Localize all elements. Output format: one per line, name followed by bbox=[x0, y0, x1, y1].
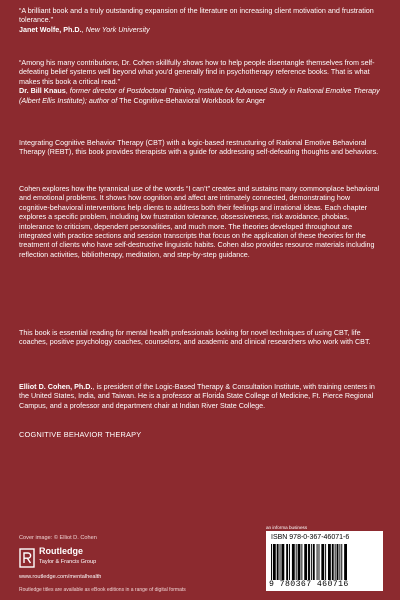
barcode-number: 9 780367 460716 bbox=[269, 580, 349, 589]
informa-label: an informa business bbox=[266, 525, 308, 530]
publisher-url: www.routledge.com/mentalhealth bbox=[19, 574, 102, 580]
description-text-3: This book is essential reading for mental health professionals looking for novel techniques of using CBT, life coaches, positive psychology coaches, counselors, and academic and clinical researchers who work with CBT. bbox=[19, 328, 371, 347]
barcode-bar bbox=[298, 544, 301, 580]
quote-1-author: Janet Wolfe, Ph.D. bbox=[19, 24, 82, 34]
cover-image-credit: Cover image: © Elliot D. Cohen bbox=[19, 535, 97, 541]
barcode-bar bbox=[325, 544, 326, 580]
barcode-bar bbox=[344, 544, 347, 580]
barcode-bar bbox=[321, 544, 324, 580]
barcode-bar bbox=[313, 544, 315, 580]
barcode-bar bbox=[317, 544, 318, 580]
ebook-note: Routledge titles are available as eBook editions in a range of digital formats bbox=[19, 587, 186, 593]
publisher-name: Routledge bbox=[39, 546, 83, 556]
barcode-bar bbox=[289, 544, 290, 580]
barcode-bar bbox=[308, 544, 310, 580]
barcode-bar bbox=[335, 544, 336, 580]
barcode-bar bbox=[286, 544, 288, 580]
barcode-bar bbox=[319, 544, 320, 580]
quote-2-affiliation: former director of Postdoctoral Training, Institute for Advanced Study in Rational Emotive Therapy (Albert Ellis Institute); author of bbox=[19, 86, 380, 105]
barcode-bar bbox=[339, 544, 340, 580]
barcode-bar bbox=[292, 544, 295, 580]
author-bio bbox=[19, 382, 381, 410]
barcode-bar bbox=[281, 544, 284, 580]
routledge-r-icon bbox=[19, 548, 35, 568]
quote-1-text: “A brilliant book and a truly outstanding expansion of the literature on increasing client motivation and frustration tolerance.” bbox=[19, 6, 374, 25]
isbn-label: ISBN 978-0-367-46071-6 bbox=[271, 534, 350, 541]
quote-2-text: “Among his many contributions, Dr. Cohen skillfully shows how to help people disentangle themselves from self-defeating belief systems well beyond what you’d generally find in psychotherapy reference books. That is what makes this book a critical read.” bbox=[19, 58, 375, 86]
barcode-bar bbox=[311, 544, 312, 580]
barcode-bar bbox=[341, 544, 342, 580]
description-paragraph-1 bbox=[19, 138, 381, 157]
barcode-bar bbox=[328, 544, 331, 580]
quote-2-book: The Cognitive-Behavioral Workbook for Anger bbox=[119, 95, 266, 105]
publisher-group: Taylor & Francis Group bbox=[39, 559, 97, 565]
barcode-bar bbox=[277, 544, 279, 580]
barcode-bar bbox=[271, 544, 272, 580]
description-text-1: Integrating Cognitive Behavior Therapy (CBT) with a logic-based restructuring of Rational Emotive Behavioral Therapy (REBT), this book provides therapists with a guide for addressing self-defeating thoughts and behaviors. bbox=[19, 138, 379, 157]
barcode-bar bbox=[301, 544, 302, 580]
description-paragraph-2 bbox=[19, 184, 381, 259]
quote-2-author: Dr. Bill Knaus bbox=[19, 86, 66, 96]
barcode-bar bbox=[332, 544, 334, 580]
author-bio-text: , is president of the Logic-Based Therapy & Consultation Institute, with training centers in the United States, India, and Taiwan. He is a professor at Florida State College of Medicine, Ft. Pierce Regional Campus, and a professor and department chair at Indian River State College. bbox=[19, 382, 375, 410]
barcode-bar bbox=[304, 544, 307, 580]
barcode-bar bbox=[280, 544, 281, 580]
series-label: COGNITIVE BEHAVIOR THERAPY bbox=[19, 430, 142, 439]
routledge-logo bbox=[19, 546, 169, 570]
praise-quote-2: “Among his many contributions, Dr. Cohen skillfully shows how to help people disentangle themselves from self-defeating belief systems well beyond what you’d generally find in psychotherapy reference books. That is what makes this book a critical read.” Dr. Bill Knaus, former director of Postdoctoral Training, Institute for Advanced Study in Rational Emotive Therapy (Albert Ellis Institute); author of The Cognitive-Behavioral Workbook for Anger bbox=[19, 58, 380, 105]
isbn-barcode bbox=[266, 531, 383, 591]
description-paragraph-3 bbox=[19, 328, 381, 347]
barcode-bar bbox=[296, 544, 297, 580]
barcode-bar bbox=[273, 544, 276, 580]
barcode-bars bbox=[269, 544, 381, 580]
author-name: Elliot D. Cohen, Ph.D. bbox=[19, 382, 93, 391]
quote-1-affiliation: New York University bbox=[85, 24, 150, 34]
praise-quote-1: “A brilliant book and a truly outstanding expansion of the literature on increasing client motivation and frustration tolerance.” Janet Wolfe, Ph.D., New York University bbox=[19, 6, 381, 34]
barcode-bar bbox=[337, 544, 339, 580]
description-text-2: Cohen explores how the tyrannical use of the words “I can’t” creates and sustains many commonplace behavioral and emotional problems. It shows how cognition and affect are intimately connected, demonstrating how cognitive-behavioral interventions help clients to address both their feelings and irrational ideas. Each chapter explores a specific problem, including low frustration tolerance, obsessiveness, risk avoidance, phobias, intolerance to criticism, dependent personalities, and much more. The theories developed throughout are integrated with practice sections and session transcripts that focus on the application of these theories for the treatment of clients who have self-destructive linguistic habits. Cohen also provides resource materials including reflection activities, bibliotherapy, meditation, and step-by-step guidance. bbox=[19, 184, 380, 259]
